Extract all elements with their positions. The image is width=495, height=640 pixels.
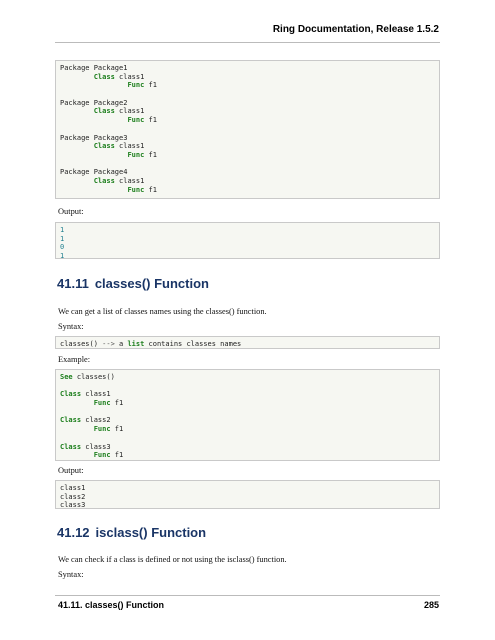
code-line [60,451,439,460]
page-header-title: Ring Documentation, Release 1.5.2 [272,24,439,35]
code-line [60,382,439,391]
code-token [60,451,94,459]
code-line [60,81,439,90]
code-keyword: Func [127,81,145,90]
code-line [60,399,439,408]
code-keyword: Func [93,425,111,434]
code-keyword: Class [60,442,82,451]
syntax-code-block [55,336,440,349]
code-line [60,226,439,235]
code-block-packages [55,60,440,199]
code-token: 1 [60,252,65,261]
section-heading-isclass [57,525,206,540]
code-token: class3 [81,442,111,451]
footer-section-title: 41.11. classes() Function [58,600,165,610]
code-line [60,434,439,443]
code-line [60,493,439,502]
code-line [60,177,439,186]
code-token: f1 [144,185,157,194]
code-line [60,125,439,134]
syntax-label: Syntax: [58,322,84,331]
section-heading-classes [57,276,209,291]
code-line [60,390,439,399]
code-line [60,64,439,73]
header-divider [55,42,440,43]
code-token: f1 [110,425,124,434]
code-line [60,90,439,99]
code-token: class2 [60,492,86,501]
code-keyword: Func [127,116,145,125]
code-line [60,186,439,195]
output-label-2: Output: [58,466,84,475]
code-line [60,142,439,151]
output-block-2 [55,480,440,509]
code-line [60,416,439,425]
code-line [60,243,439,252]
syntax-label: Syntax: [58,570,84,579]
code-token: 1 [60,234,65,243]
code-token: f1 [144,150,157,159]
code-token: f1 [110,399,124,408]
code-token: a [114,340,128,348]
section-title: isclass() Function [95,525,207,540]
code-token [60,73,94,81]
code-line [60,160,439,169]
code-token: class1 [81,390,111,399]
code-line [60,252,439,261]
code-line [60,151,439,160]
code-token: class1 [114,72,145,81]
code-line [60,425,439,434]
code-line [60,501,439,510]
example-label: Example: [58,355,91,364]
code-token: 1 [60,226,65,234]
code-line [60,373,439,382]
code-token [60,425,94,433]
section-number: 41.11 [57,276,89,291]
code-token [60,177,94,185]
code-token: class3 [60,501,86,510]
code-token: --> [102,340,115,348]
code-keyword: Class [93,72,115,81]
code-token: Package Package3 [60,133,128,142]
code-keyword: Class [60,416,82,425]
code-token: class2 [81,416,111,425]
section-number: 41.12 [57,525,90,540]
code-line [60,73,439,82]
code-line [60,99,439,108]
section-intro: We can get a list of classes names using the classes() function. [58,307,267,316]
section-title: classes() Function [94,276,209,291]
code-line [60,168,439,177]
output-label: Output: [58,207,84,216]
code-keyword: Func [127,185,145,194]
code-token: classes() [60,340,103,348]
code-token [60,81,127,89]
code-token: classes() [72,373,115,381]
code-token: 0 [60,243,65,252]
code-keyword: Func [127,150,145,159]
code-token: Package Package2 [60,98,128,107]
code-token: Package Package4 [60,168,128,177]
code-token [60,142,94,150]
code-token [60,186,127,194]
code-line [60,134,439,143]
code-keyword: Func [93,451,111,460]
code-token: f1 [110,451,124,460]
code-line [60,484,439,493]
code-token: Package Package1 [60,64,128,72]
code-token: class1 [114,176,145,185]
code-keyword: list [127,340,145,348]
code-token: class1 [60,484,86,492]
code-token: contains classes names [144,340,242,348]
code-token: f1 [144,81,157,90]
code-token: f1 [144,116,157,125]
code-keyword: Class [93,142,115,151]
footer-divider [55,595,440,596]
code-keyword: Func [93,399,111,408]
code-token: class1 [114,142,145,151]
code-keyword: Class [93,107,115,116]
code-keyword: Class [93,176,115,185]
code-keyword: See [60,373,73,381]
page-number: 285 [423,600,439,610]
code-keyword: Class [60,390,82,399]
section-intro: We can check if a class is defined or not using the isclass() function. [58,555,287,564]
code-token [60,399,94,407]
code-line [60,408,439,417]
code-token: class1 [114,107,145,116]
code-line [60,116,439,125]
code-token [60,107,94,115]
code-line [60,235,439,244]
code-line [60,443,439,452]
code-token [60,116,127,124]
example-code-block [55,369,440,461]
code-line [60,340,439,349]
code-line [60,107,439,116]
code-token [60,151,127,159]
output-block-1 [55,222,440,259]
